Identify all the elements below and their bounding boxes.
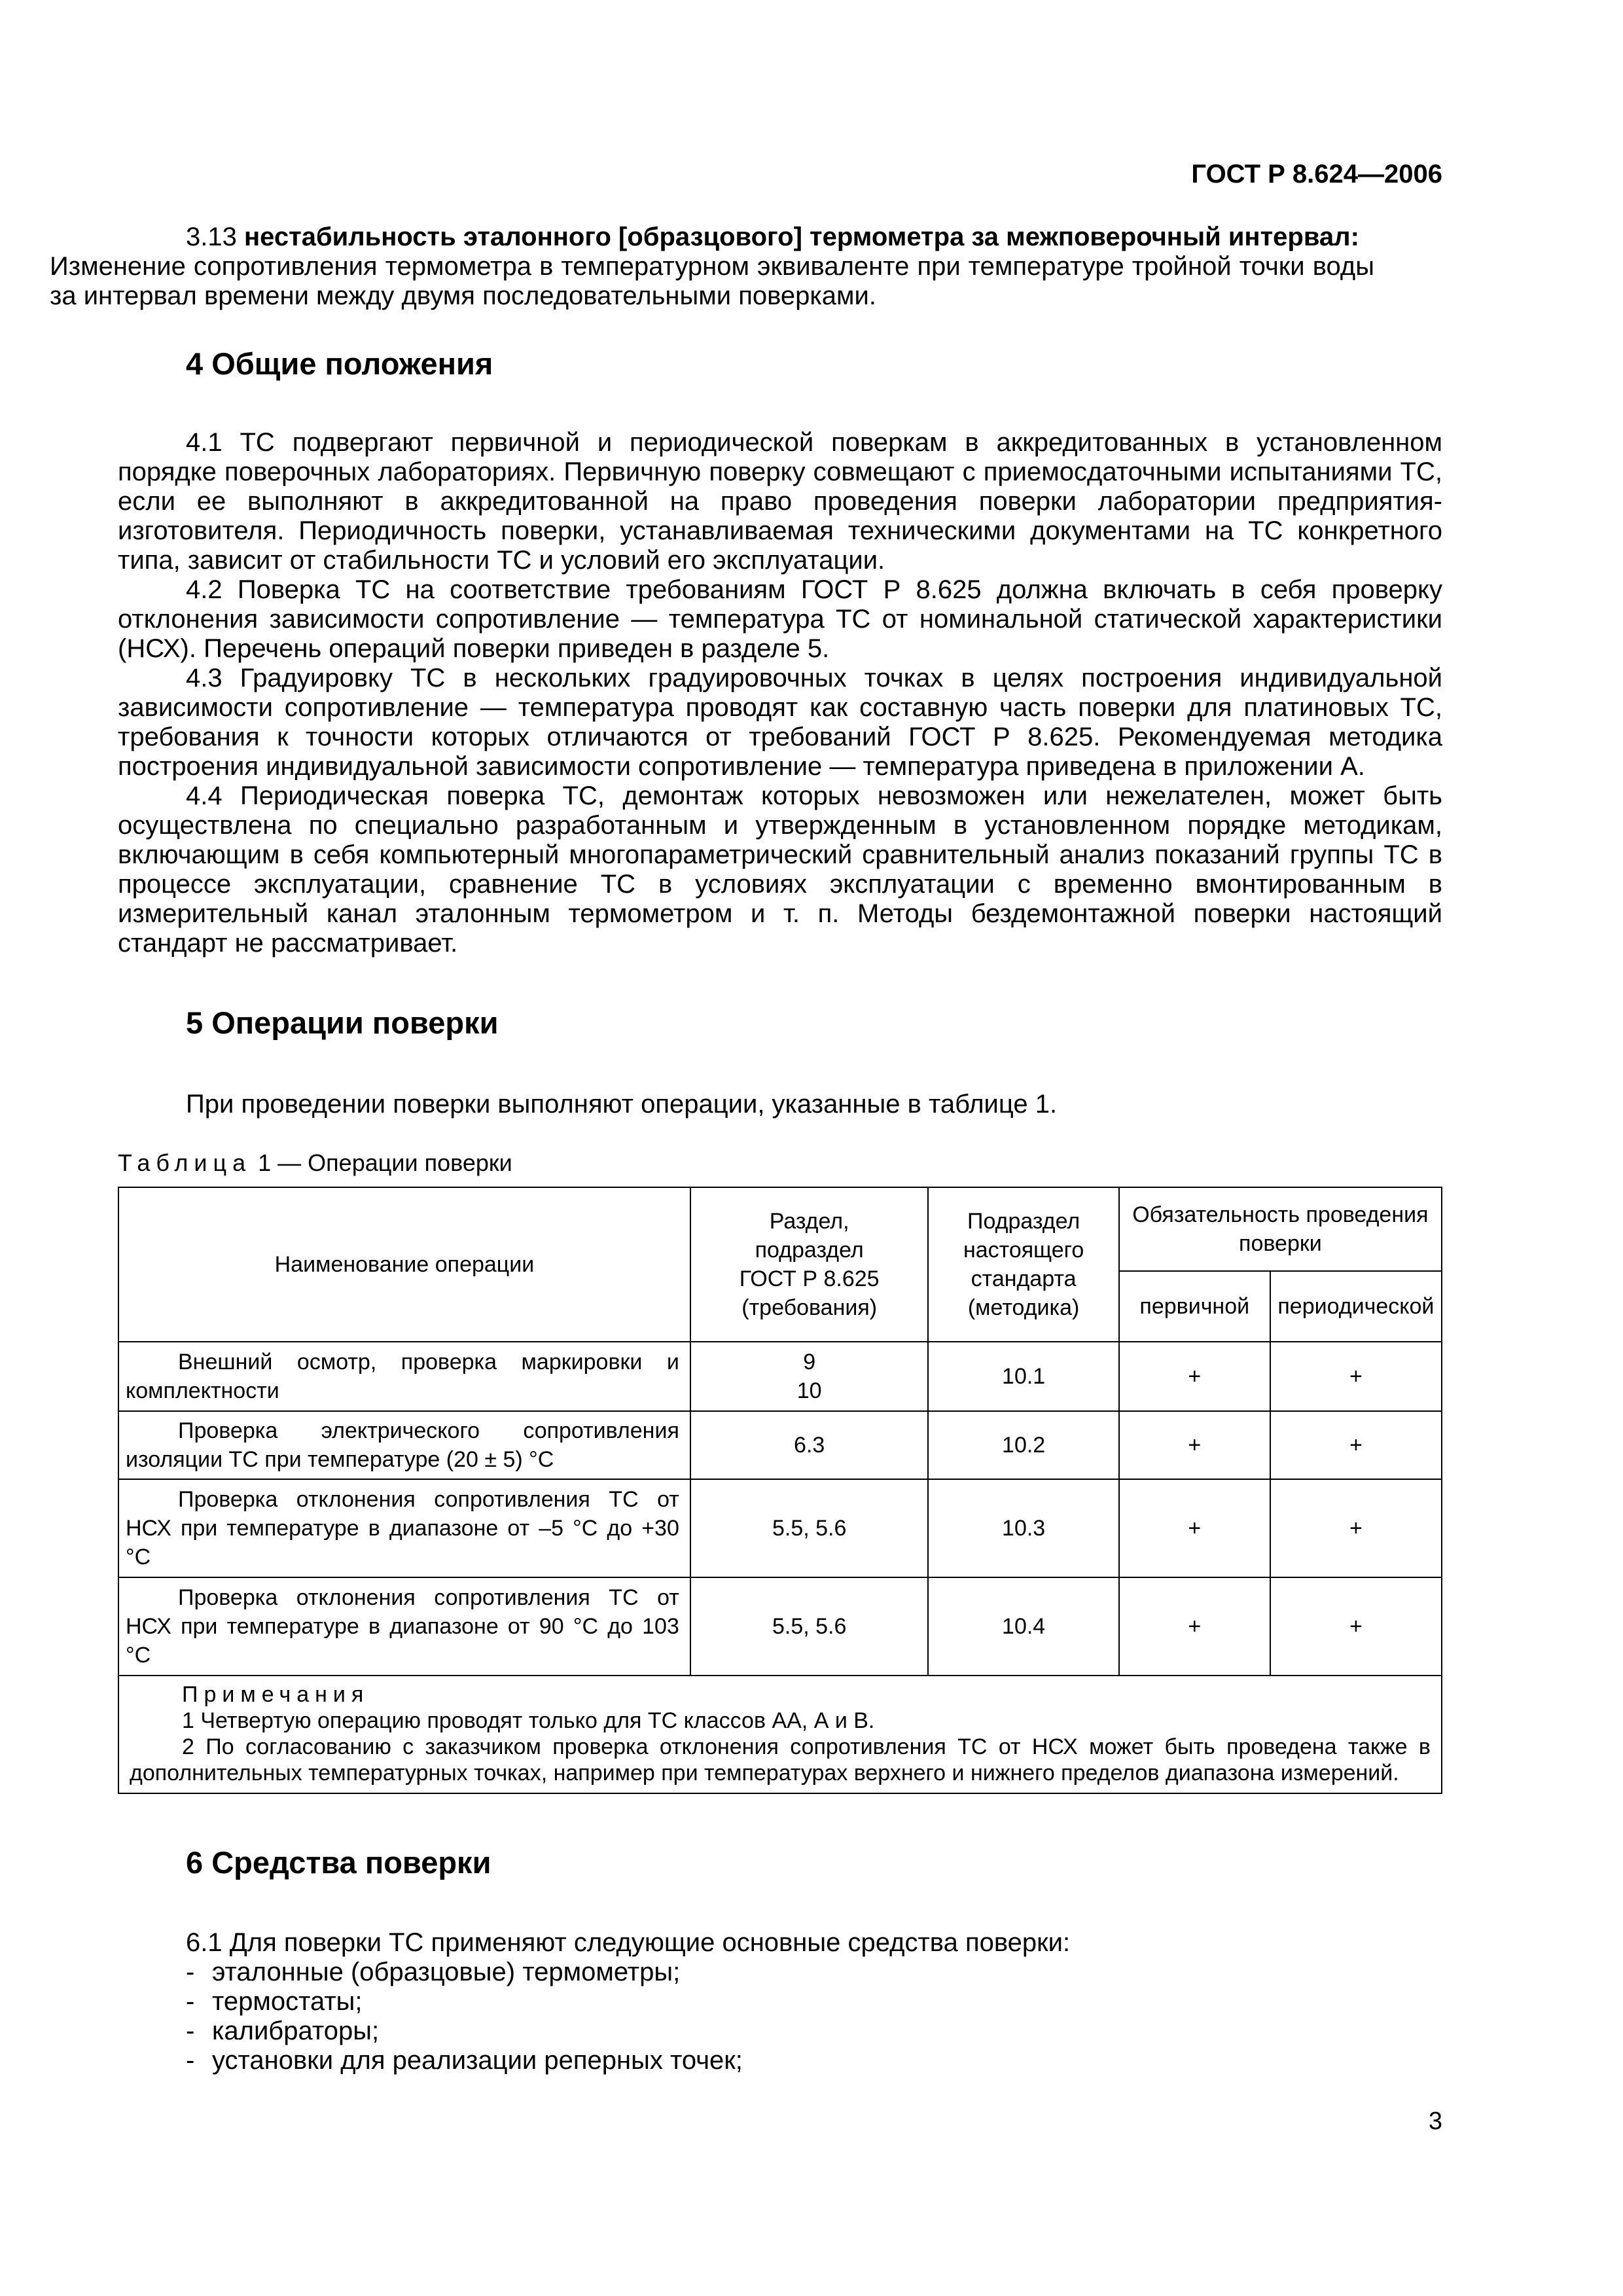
paragraph-4-1: 4.1 ТС подвергают первичной и периодической поверкам в аккредитованных в установленном порядке поверочных лабораториях. Первичную поверку совмещают с приемосдаточными испытаниями ТС, если ее выполняют в аккредитованной на право проведения поверки лаборатории предприятия-изготовителя. Периодичность поверки, устанавливаемая техническими документами на ТС конкретного типа, зависит от стабильности ТС и условий его эксплуатации. — [118, 428, 1442, 575]
primary-mark-cell: + — [1119, 1342, 1270, 1411]
gost-section-cell: 9 10 — [690, 1342, 929, 1411]
term-definition: Изменение сопротивления термометра в температурном эквиваленте при температуре тройной точки воды за интервал времени между двумя последовательными поверками. — [50, 252, 1374, 310]
list-bullet: - — [186, 1958, 195, 1986]
list-item-text: термостаты; — [212, 1987, 363, 2016]
document-code-header: ГОСТ Р 8.624—2006 — [1191, 160, 1442, 188]
paragraph-4-4: 4.4 Периодическая поверка ТС, демонтаж которых невозможен или нежелателен, может быть осуществлена по специально разработанным и утвержденным в установленном порядке методикам, включающим в себя компьютерный многопараметрический сравнительный анализ показаний группы ТС в процессе эксплуатации, сравнение ТС в условиях эксплуатации с временно вмонтированным в измерительный канал эталонным термометром и т. п. Методы бездемонтажной поверки настоящий стандарт не рассматривает. — [118, 781, 1442, 958]
header-primary: первичной — [1119, 1271, 1270, 1342]
table-row — [118, 1342, 1442, 1411]
operation-name-cell: Проверка отклонения сопротивления ТС от НСХ при температуре в диапазоне от –5 °С до +30 °С — [118, 1479, 690, 1577]
list-item-text: установки для реализации реперных точек; — [212, 2046, 743, 2075]
list-bullet: - — [186, 2017, 195, 2045]
table-notes-cell — [118, 1676, 1442, 1793]
table-row — [118, 1479, 1442, 1577]
standard-section-cell: 10.4 — [928, 1577, 1118, 1676]
periodic-mark-cell: + — [1270, 1479, 1442, 1577]
term-title: нестабильность эталонного [образцового] термометра за межповерочный интервал: — [243, 223, 1359, 251]
term-number: 3.13 — [186, 223, 237, 251]
list-item-text: калибраторы; — [212, 2017, 380, 2045]
table-caption-title: 1 — Операции поверки — [251, 1149, 512, 1176]
notes-title: Примечания — [182, 1682, 370, 1707]
section-6-title: 6 Средства поверки — [186, 1845, 491, 1880]
page-number: 3 — [1428, 2108, 1442, 2135]
list-bullet: - — [186, 1987, 195, 2016]
header-operation-name: Наименование операции — [118, 1187, 690, 1342]
operation-name-cell: Внешний осмотр, проверка маркировки и комплектности — [118, 1342, 690, 1411]
list-item — [118, 2017, 1442, 2046]
gost-section-cell: 6.3 — [690, 1411, 929, 1479]
header-std-line2: (методика) — [967, 1295, 1080, 1320]
note-1: 1 Четвертую операцию проводят только для ТС классов АА, А и В. — [182, 1708, 875, 1733]
gost-section-cell: 5.5, 5.6 — [690, 1577, 929, 1676]
list-bullet: - — [186, 2046, 195, 2075]
table-row — [118, 1411, 1442, 1479]
paragraph-4-2: 4.2 Поверка ТС на соответствие требованиям ГОСТ Р 8.625 должна включать в себя проверку отклонения зависимости сопротивление — температура ТС от номинальной статической характеристики (НСХ). Перечень операций поверки приведен в разделе 5. — [118, 575, 1442, 663]
table-row — [118, 1577, 1442, 1676]
operation-name-cell: Проверка отклонения сопротивления ТС от НСХ при температуре в диапазоне от 90 °С до 103 °С — [118, 1577, 690, 1676]
table-caption — [118, 1148, 1442, 1177]
section-5-intro: При проведении поверки выполняют операции, указанные в таблице 1. — [186, 1090, 1058, 1119]
note-2: 2 По согласованию с заказчиком проверка отклонения сопротивления ТС от НСХ может быть проведена также в дополнительных температурных точках, например при температурах верхнего и нижнего пределов диапазона измерений. — [130, 1734, 1431, 1785]
header-std-line1: Подраздел настоящего стандарта — [963, 1209, 1084, 1291]
list-item — [118, 1987, 1442, 2017]
primary-mark-cell: + — [1119, 1577, 1270, 1676]
page-content — [50, 223, 1442, 2075]
header-gost-line2: (требования) — [741, 1295, 878, 1320]
list-item — [118, 2046, 1442, 2075]
standard-section-cell: 10.2 — [928, 1411, 1118, 1479]
periodic-mark-cell: + — [1270, 1342, 1442, 1411]
standard-section-cell: 10.3 — [928, 1479, 1118, 1577]
table-caption-label: Таблица — [118, 1149, 252, 1176]
section-6-intro: 6.1 Для поверки ТС применяют следующие основные средства поверки: — [186, 1928, 1071, 1957]
list-item-text: эталонные (образцовые) термометры; — [212, 1958, 681, 1986]
header-obligation: Обязательность проведения поверки — [1119, 1187, 1442, 1271]
operations-table — [118, 1187, 1442, 1794]
verification-means-list — [118, 1958, 1442, 2075]
periodic-mark-cell: + — [1270, 1411, 1442, 1479]
gost-section-cell: 5.5, 5.6 — [690, 1479, 929, 1577]
primary-mark-cell: + — [1119, 1411, 1270, 1479]
paragraph-4-3: 4.3 Градуировку ТС в нескольких градуировочных точках в целях построения индивидуальной зависимости сопротивление — температура проводят как составную часть поверки для платиновых ТС, требования к точности которых отличаются от требований ГОСТ Р 8.625. Рекомендуемая методика построения индивидуальной зависимости сопротивление — температура приведена в приложении А. — [118, 664, 1442, 781]
periodic-mark-cell: + — [1270, 1577, 1442, 1676]
section-4-title: 4 Общие положения — [186, 346, 493, 381]
header-gost-line1: Раздел, подраздел ГОСТ Р 8.625 — [739, 1209, 880, 1291]
table-notes-row — [118, 1676, 1442, 1793]
section-5-title: 5 Операции поверки — [186, 1005, 499, 1040]
list-item — [118, 1958, 1442, 1987]
header-gost-section — [690, 1187, 929, 1342]
header-standard-section — [928, 1187, 1118, 1342]
operation-name-cell: Проверка электрического сопротивления изоляции ТС при температуре (20 ± 5) °С — [118, 1411, 690, 1479]
term-3-13 — [50, 223, 1442, 311]
standard-section-cell: 10.1 — [928, 1342, 1118, 1411]
primary-mark-cell: + — [1119, 1479, 1270, 1577]
header-periodic: периодической — [1270, 1271, 1442, 1342]
